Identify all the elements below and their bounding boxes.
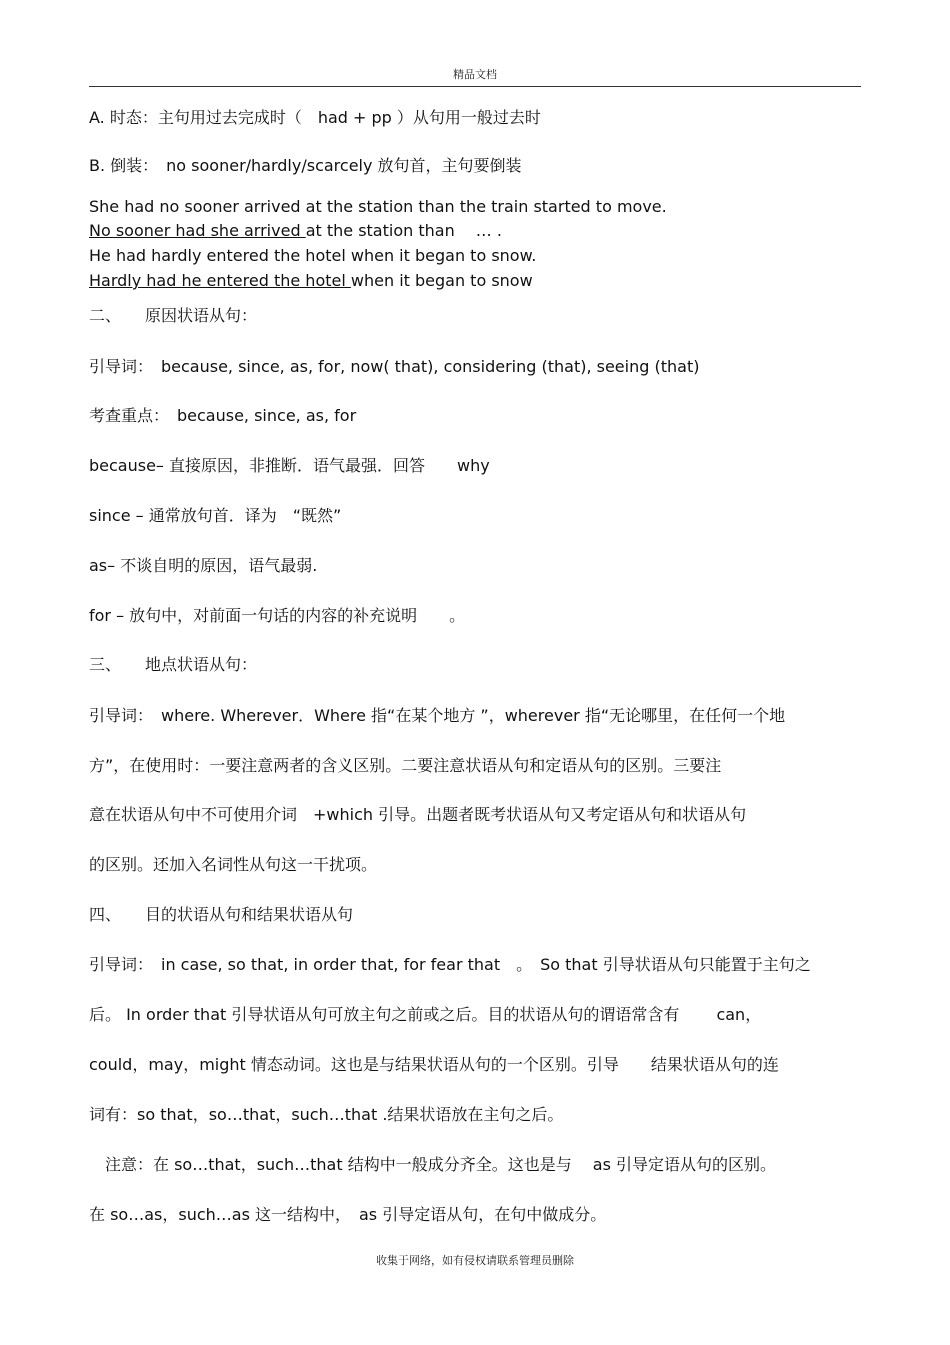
example-line-3: He had hardly entered the hotel when it began to snow.: [89, 246, 537, 265]
for-note: for – 放句中，对前面一句话的内容的补充说明 。: [89, 606, 466, 625]
place-paragraph-line-2: 方”，在使用时：一要注意两者的含义区别。二要注意状语从句和定语从句的区别。三要注: [89, 756, 722, 775]
example-underline-4: Hardly had he entered the hotel: [89, 271, 351, 290]
example-rest-2: at the station than … .: [305, 221, 502, 240]
page-header: 精品文档: [453, 68, 497, 81]
example-underline-2: No sooner had she arrived: [89, 221, 306, 240]
purpose-paragraph-line-2: 后。 In order that 引导状语从句可放主句之前或之后。目的状语从句的谓语常含有 can，: [89, 1005, 762, 1024]
cause-focus: 考查重点： because, since, as, for: [89, 406, 357, 425]
place-paragraph-line-3: 意在状语从句中不可使用介词 +which 引导。出题者既考状语从句又考定语从句和状语从句: [89, 805, 747, 824]
example-rest-4: when it began to snow: [350, 271, 533, 290]
place-paragraph-line-1: 引导词： where. Wherever．Where 指“在某个地方 ”，wherever 指“无论哪里，在任何一个地: [89, 706, 786, 725]
tense-rule: A. 时态：主句用过去完成时（ had + pp ）从句用一般过去时: [89, 108, 541, 127]
page-footer: 收集于网络，如有侵权请联系管理员删除: [376, 1254, 574, 1267]
note-line-2: 在 so…as，such…as 这一结构中， as 引导定语从句，在句中做成分。: [89, 1205, 607, 1224]
section-heading-4: 四、 目的状语从句和结果状语从句: [89, 905, 354, 924]
purpose-paragraph-line-4: 词有：so that，so…that，such…that .结果状语放在主句之后。: [89, 1105, 564, 1124]
example-line-1: She had no sooner arrived at the station than the train started to move.: [89, 197, 667, 216]
example-line-2: [89, 221, 502, 241]
purpose-paragraph-line-3: could，may，might 情态动词。这也是与结果状语从句的一个区别。引导 结果状语从句的连: [89, 1055, 779, 1074]
example-line-4: [89, 271, 533, 291]
note-line-1: 注意：在 so…that，such…that 结构中一般成分齐全。这也是与 as 引导定语从句的区别。: [105, 1155, 777, 1174]
cause-conjunctions: 引导词： because, since, as, for, now( that), considering (that), seeing (that): [89, 357, 700, 376]
as-note: as– 不谈自明的原因，语气最弱.: [89, 556, 318, 575]
inversion-rule: B. 倒装： no sooner/hardly/scarcely 放句首，主句要倒装: [89, 156, 522, 175]
since-note: since – 通常放句首．译为 “既然”: [89, 506, 342, 525]
because-note: because– 直接原因，非推断．语气最强．回答 why: [89, 456, 490, 475]
section-heading-3: 三、 地点状语从句：: [89, 655, 258, 674]
header-rule: [89, 86, 861, 87]
place-paragraph-line-4: 的区别。还加入名词性从句这一干扰项。: [89, 855, 378, 874]
purpose-paragraph-line-1: 引导词： in case, so that, in order that, for fear that 。 So that 引导状语从句只能置于主句之: [89, 955, 811, 974]
section-heading-2: 二、 原因状语从句：: [89, 306, 258, 325]
